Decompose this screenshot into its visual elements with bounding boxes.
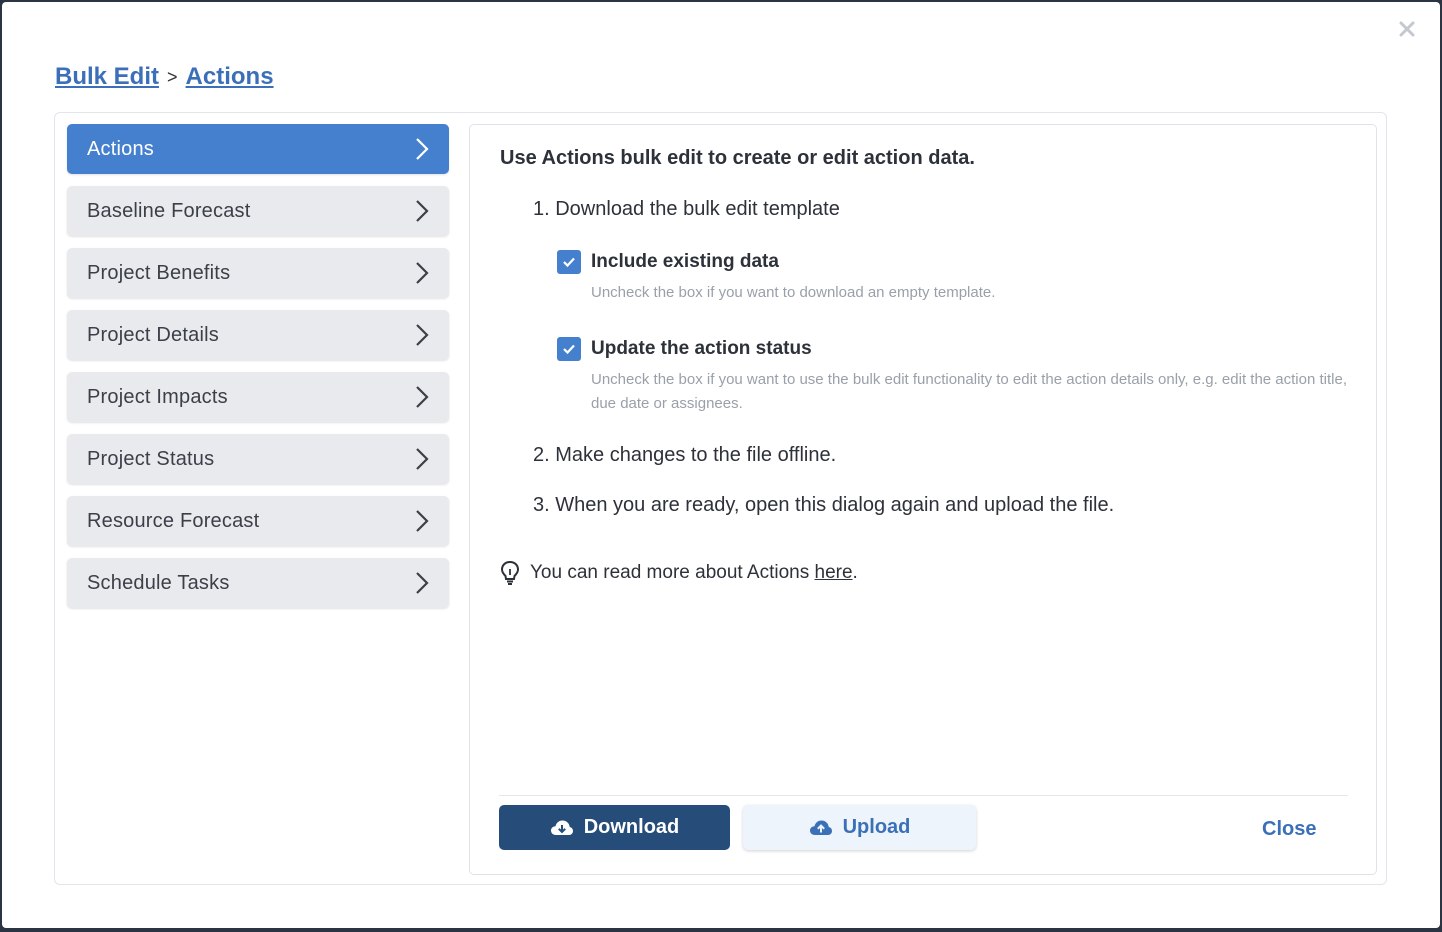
chevron-right-icon [415,261,429,285]
sidebar-item-label: Resource Forecast [87,509,260,532]
check-icon [562,343,576,355]
update-action-status-option [557,337,812,361]
sidebar-item-label: Baseline Forecast [87,199,251,222]
instructions-panel [469,124,1377,875]
sidebar-item-project-benefits[interactable] [67,248,449,298]
content-frame [54,112,1387,885]
sidebar-item-label: Project Impacts [87,385,228,408]
chevron-right-icon [415,323,429,347]
sidebar-item-resource-forecast[interactable] [67,496,449,546]
chevron-right-icon [415,199,429,223]
sidebar-item-project-details[interactable] [67,310,449,360]
check-icon [562,256,576,268]
include-existing-data-checkbox[interactable] [557,250,581,274]
sidebar-item-baseline-forecast[interactable] [67,186,449,236]
close-button[interactable]: Close [1262,818,1317,840]
sidebar-item-label: Project Details [87,323,219,346]
sidebar-item-schedule-tasks[interactable] [67,558,449,608]
sidebar-item-project-status[interactable] [67,434,449,484]
cloud-download-icon [550,819,574,837]
chevron-right-icon [415,509,429,533]
sidebar-item-label: Actions [87,137,154,160]
step-1-text: 1. Download the bulk edit template [533,198,840,220]
read-more-tip [500,560,858,586]
step-3-text: 3. When you are ready, open this dialog again and upload the file. [533,494,1115,516]
include-existing-data-option [557,250,779,274]
read-more-link[interactable]: here [814,562,853,583]
sidebar-item-label: Project Benefits [87,261,231,284]
upload-button[interactable] [743,805,976,850]
chevron-right-icon [415,385,429,409]
include-existing-data-label: Include existing data [591,251,779,272]
include-existing-data-hint: Uncheck the box if you want to download an empty template. [591,284,996,301]
download-button[interactable] [499,805,730,850]
chevron-right-icon [415,571,429,595]
sidebar-item-label: Project Status [87,447,215,470]
cloud-upload-icon [809,819,833,837]
chevron-right-icon [415,137,429,161]
sidebar-item-label: Schedule Tasks [87,571,230,594]
breadcrumb-separator: > [167,66,178,87]
update-action-status-label: Update the action status [591,338,812,359]
download-button-label: Download [583,816,680,838]
tip-text: You can read more about Actions [530,562,810,583]
lightbulb-icon [500,560,520,586]
footer-divider [499,795,1348,796]
upload-button-label: Upload [842,816,911,838]
chevron-right-icon [415,447,429,471]
breadcrumb-link-bulk-edit[interactable]: Bulk Edit [55,63,160,90]
update-action-status-checkbox[interactable] [557,337,581,361]
breadcrumb [55,61,274,93]
breadcrumb-link-actions[interactable]: Actions [185,63,274,90]
sidebar-item-actions[interactable] [67,124,449,174]
tip-suffix: . [852,562,858,583]
bulk-edit-dialog [2,2,1440,928]
close-icon[interactable] [1396,18,1418,40]
step-2-text: 2. Make changes to the file offline. [533,444,837,466]
sidebar-item-project-impacts[interactable] [67,372,449,422]
intro-text: Use Actions bulk edit to create or edit action data. [500,147,975,169]
update-action-status-hint: Uncheck the box if you want to use the bulk edit functionality to edit the action details only, e.g. edit the action title, due date or assignees. [591,371,1348,412]
